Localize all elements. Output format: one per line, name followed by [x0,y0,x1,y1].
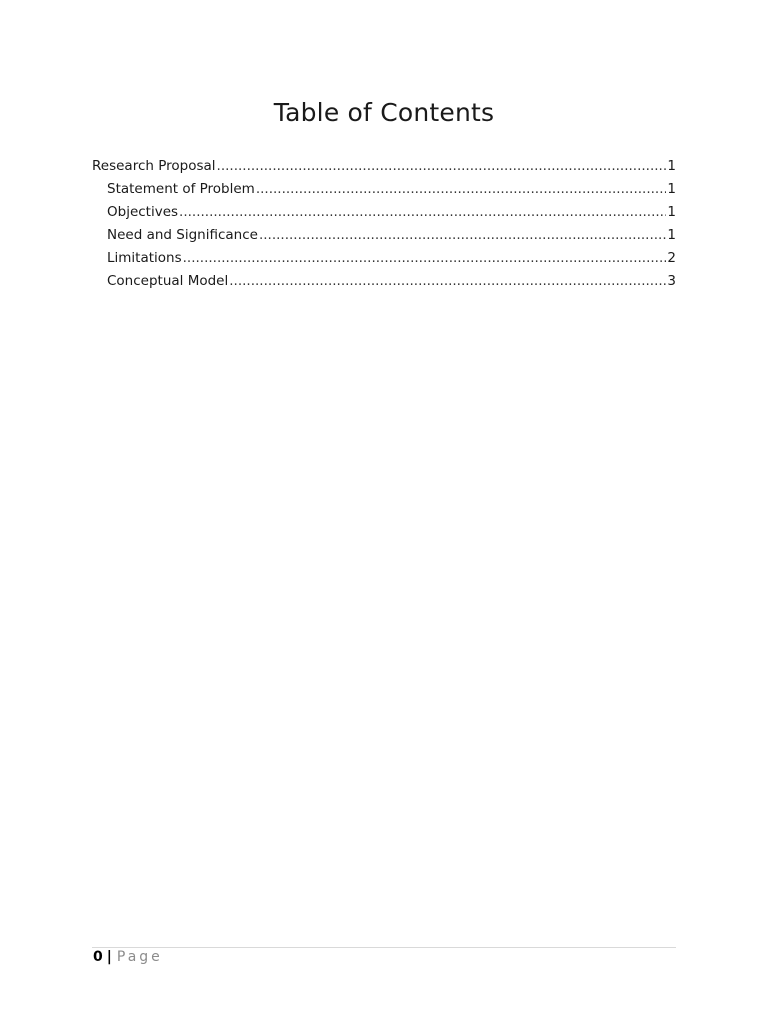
toc-entry-limitations[interactable] [92,247,676,270]
toc-dot-leader [217,155,667,178]
toc-dot-leader [229,270,666,293]
toc-entry-need-and-significance[interactable] [92,224,676,247]
page-title: Table of Contents [273,98,495,127]
toc-page-number: 1 [667,227,676,243]
toc-page-number: 3 [667,273,676,289]
toc-entry-research-proposal[interactable] [92,155,676,178]
toc-entry-label: Conceptual Model [107,273,229,289]
toc-entry-conceptual-model[interactable] [92,270,676,293]
toc-page-number: 1 [667,181,676,197]
toc-page-number: 1 [667,204,676,220]
toc-entry-label: Objectives [107,204,179,220]
toc-dot-leader [183,247,667,270]
toc-entry-objectives[interactable] [92,201,676,224]
toc-page-number: 1 [667,158,676,174]
toc-dot-leader [179,201,666,224]
toc-entry-label: Research Proposal [92,158,216,174]
footer-divider [92,947,676,948]
toc-entry-label: Limitations [107,250,182,266]
table-of-contents [92,155,676,293]
toc-dot-leader [256,178,667,201]
toc-page-number: 2 [667,250,676,266]
page-footer [93,948,163,966]
footer-page-number: 0 [93,949,103,965]
toc-entry-label: Need and Significance [107,227,258,243]
footer-page-label: Page [116,949,163,965]
toc-entry-statement-of-problem[interactable] [92,178,676,201]
toc-dot-leader [259,224,666,247]
toc-entry-label: Statement of Problem [107,181,255,197]
footer-separator: | [106,949,112,965]
